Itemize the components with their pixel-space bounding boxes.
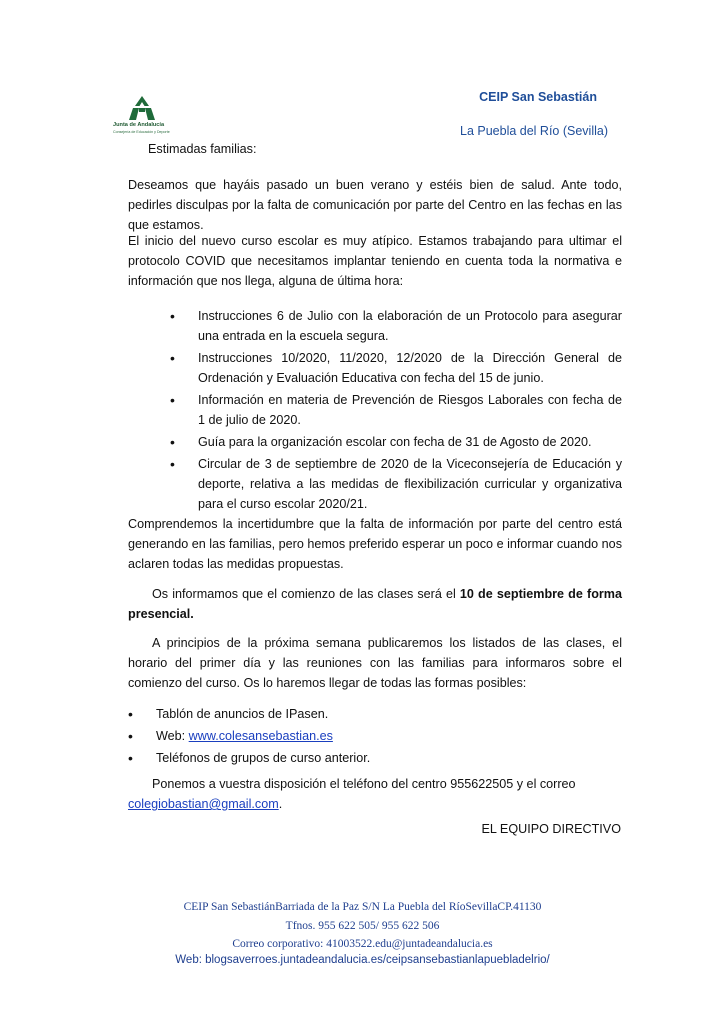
logo-subtitle: Consejería de Educación y Deporte xyxy=(113,130,170,134)
greeting: Estimadas familias: xyxy=(148,142,257,156)
paragraph-protocol: El inicio del nuevo curso escolar es muy atípico. Estamos trabajando para ultimar el protocolo COVID que necesitamos implantar teniendo en cuenta toda la normativa e información que nos llega, alguna de última hora: xyxy=(128,234,622,288)
paragraph-announcements: A principios de la próxima semana publicaremos los listados de las clases, el horario del primer día y las reuniones con las familias para informaros sobre el comienzo del curso. Os lo haremos llegar de todas las formas posibles: xyxy=(128,636,622,690)
paragraph-contact xyxy=(128,774,622,814)
list-item: • Teléfonos de grupos de curso anterior. xyxy=(128,748,622,768)
list-item: • Tablón de anuncios de IPasen. xyxy=(128,704,622,724)
andalucia-emblem-icon xyxy=(127,95,157,121)
web-label: Web: xyxy=(156,729,189,743)
list-item: • Información en materia de Prevención de Riesgos Laborales con fecha de 1 de julio de 2020. xyxy=(170,390,622,430)
channels-list xyxy=(128,704,622,770)
email-link[interactable]: colegiobastian@gmail.com xyxy=(128,797,279,811)
footer-web: Web: blogsaverroes.juntadeandalucia.es/ceipsansebastianlapuebladelrio/ xyxy=(175,954,550,966)
footer-address: CEIP San SebastiánBarriada de la Paz S/N La Puebla del RíoSevillaCP.41130 xyxy=(183,901,542,913)
start-date-text: Os informamos que el comienzo de las clases será el xyxy=(152,587,460,601)
logo-title: Junta de Andalucía xyxy=(113,122,165,128)
contact-end: . xyxy=(278,797,283,811)
contact-text: Ponemos a vuestra disposición el teléfono del centro 955622505 y el correo xyxy=(152,777,576,791)
junta-andalucia-logo xyxy=(113,95,183,145)
list-item: • Instrucciones 10/2020, 11/2020, 12/2020 de la Dirección General de Ordenación y Evaluación Educativa con fecha del 15 de junio. xyxy=(170,348,622,388)
website-link[interactable]: www.colesansebastian.es xyxy=(188,729,333,743)
signature: EL EQUIPO DIRECTIVO xyxy=(481,822,621,836)
school-name: CEIP San Sebastián xyxy=(479,90,597,104)
regulations-list xyxy=(170,306,622,516)
list-item: • Guía para la organización escolar con fecha de 31 de Agosto de 2020. xyxy=(170,432,622,452)
list-item: • Instrucciones 6 de Julio con la elaboración de un Protocolo para asegurar una entrada en la escuela segura. xyxy=(170,306,622,346)
footer-phones: Tfnos. 955 622 505/ 955 622 506 xyxy=(285,920,440,932)
list-item xyxy=(128,726,622,746)
paragraph-uncertainty: Comprendemos la incertidumbre que la falta de información por parte del centro está generando en las familias, pero hemos preferido esperar un poco e informar cuando nos aclaren todas las medidas propuestas. xyxy=(128,517,622,571)
footer-email: Correo corporativo: 41003522.edu@juntadeandalucia.es xyxy=(232,938,493,950)
list-item: • Circular de 3 de septiembre de 2020 de la Viceconsejería de Educación y deporte, relativa a las medidas de flexibilización curricular y organizativa para el curso escolar 2020/21. xyxy=(170,454,622,514)
school-town: La Puebla del Río (Sevilla) xyxy=(460,124,608,138)
start-date-highlight: 10 de septiembre de forma presencial. xyxy=(128,587,622,621)
paragraph-start-date xyxy=(128,584,622,624)
paragraph-intro: Deseamos que hayáis pasado un buen verano y estéis bien de salud. Ante todo, pedirles disculpas por la falta de comunicación por parte del Centro en las fechas en las que estamos. xyxy=(128,178,622,232)
